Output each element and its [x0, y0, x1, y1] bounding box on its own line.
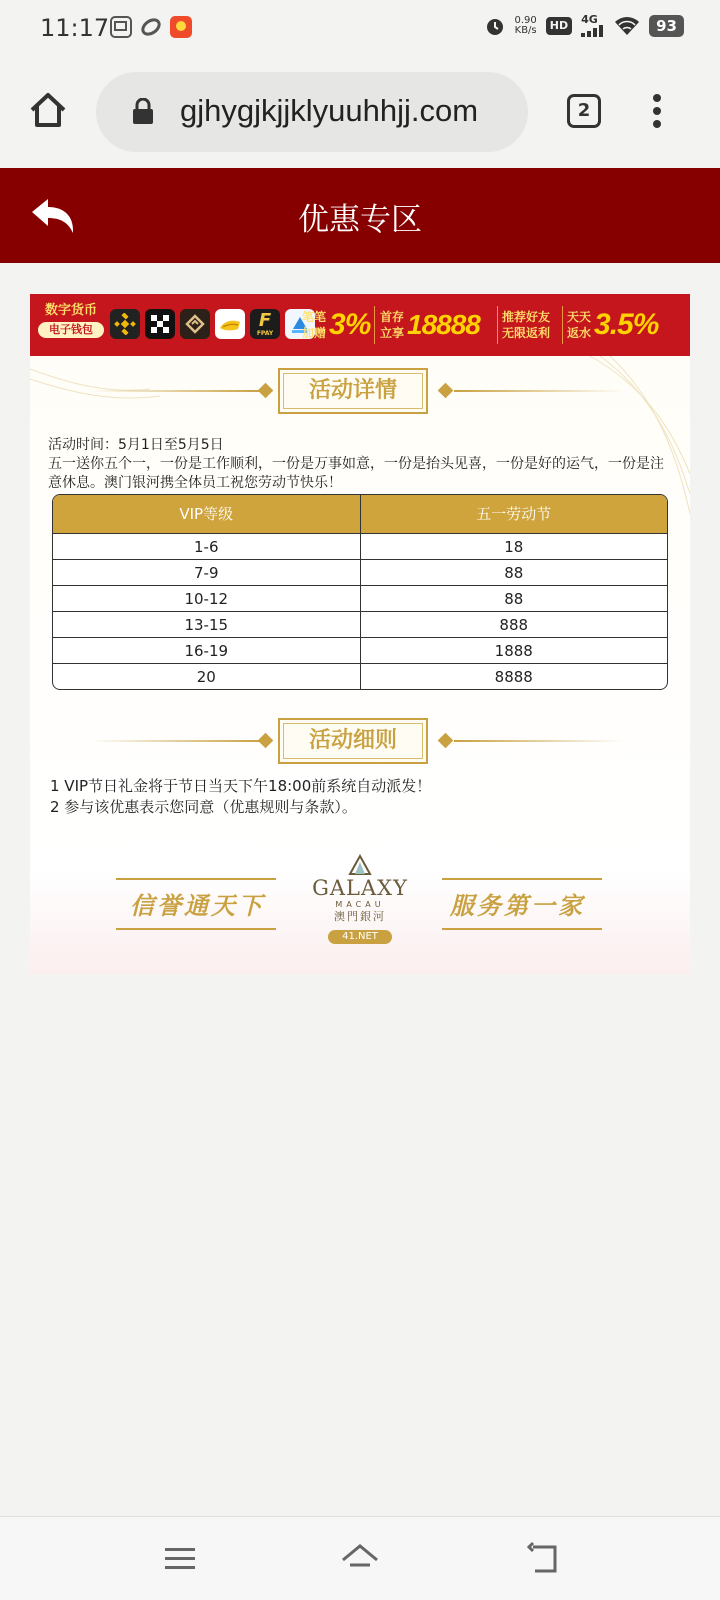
seg3-line1: 推荐好友: [502, 310, 551, 324]
home-nav-icon[interactable]: [340, 1541, 380, 1577]
wallet-icon: [180, 309, 210, 339]
banner-separator: [374, 306, 375, 344]
seg1-line1: 笔笔: [302, 310, 327, 324]
vip-level-cell: 13-15: [53, 612, 361, 637]
table-row: [53, 637, 667, 663]
seg1-value: 3%: [329, 308, 371, 341]
net-speed-value: 0.90: [514, 14, 537, 26]
okx-icon: [145, 309, 175, 339]
activity-intro: [48, 436, 676, 493]
binance-icon: [110, 309, 140, 339]
bonus-cell: 8888: [494, 668, 533, 686]
rules-title-text: 活动细则: [278, 718, 428, 764]
galaxy-crest-icon: [340, 854, 380, 878]
browser-app-icon: [140, 16, 162, 38]
slogan-left: 信誉通天下: [130, 891, 265, 920]
promo-banner[interactable]: [30, 294, 690, 356]
status-time: 11:17: [40, 14, 110, 42]
hd-badge: HD: [546, 17, 572, 35]
seg2-line2: 立享: [380, 326, 405, 340]
home-icon[interactable]: [28, 90, 68, 130]
shopping-app-icon: [170, 16, 192, 38]
network-type: 4G: [581, 13, 598, 26]
browser-toolbar: [0, 56, 720, 168]
system-nav-bar: [0, 1516, 720, 1600]
tether-icon: [215, 309, 245, 339]
net-speed: [515, 16, 537, 36]
notification-app-icon: [110, 16, 132, 38]
rule-item: 2 参与该优惠表示您同意（优惠规则与条款）。: [50, 798, 357, 816]
brand-cn: 澳門銀河: [334, 910, 386, 923]
menu-icon[interactable]: [160, 1541, 200, 1577]
fpay-label: FPAY: [256, 329, 274, 337]
status-bar: [0, 0, 720, 56]
url-text[interactable]: gjhygjkjjklyuuhhjj.com: [180, 93, 479, 128]
table-row: [53, 611, 667, 637]
vip-level-cell: 20: [53, 664, 361, 689]
bonus-cell: 88: [504, 564, 524, 582]
vip-level-cell: 10-12: [53, 586, 361, 611]
activity-time: 活动时间：5月1日至5月5日: [48, 437, 224, 453]
details-title-text: 活动详情: [278, 368, 428, 414]
rule-item: 1 VIP节日礼金将于节日当天下午18:00前系统自动派发！: [50, 777, 432, 795]
banner-separator: [562, 306, 563, 344]
galaxy-logo: [308, 854, 412, 944]
banner-first-deposit: [380, 302, 480, 348]
bonus-cell: 888: [499, 616, 529, 634]
app-header: [0, 168, 720, 263]
battery-icon: 93: [649, 15, 684, 37]
galaxy-footer-logo: [30, 854, 690, 950]
seg1-line2: 加赠: [302, 326, 327, 340]
banner-line1: 数字货币: [44, 303, 97, 318]
back-nav-icon[interactable]: [525, 1541, 565, 1577]
seg2-value: 18888: [407, 309, 480, 340]
bonus-cell: 88: [504, 590, 524, 608]
signal-icon: [581, 14, 605, 37]
vip-level-cell: 16-19: [53, 638, 361, 663]
promo-card: [30, 294, 690, 974]
banner-wallet-label: [38, 302, 104, 338]
rules-section-title: [30, 718, 690, 764]
seg2-line1: 首存: [380, 310, 405, 324]
banner-referral: [502, 302, 550, 348]
table-row: [53, 663, 667, 689]
brand-name: GALAXY: [312, 876, 408, 900]
vip-level-cell: 1-6: [53, 534, 361, 559]
seg3-line2: 无限返利: [502, 326, 551, 340]
lock-icon: [132, 98, 154, 124]
details-section-title: [30, 368, 690, 414]
url-bar[interactable]: [96, 72, 528, 152]
table-row: [53, 585, 667, 611]
table-row: [53, 533, 667, 559]
activity-description: 五一送你五个一，一份是工作顺利，一份是万事如意，一份是抬头见喜，一份是好的运气，一份是注意休息。澳门银河携全体员工祝您劳动节快乐！: [48, 456, 664, 491]
net-speed-unit: KB/s: [514, 24, 537, 36]
page-title: 优惠专区: [298, 202, 422, 238]
tabs-icon[interactable]: 2: [567, 94, 601, 128]
bonus-cell: 18: [504, 538, 524, 556]
vip-bonus-table: [52, 494, 668, 690]
more-vertical-icon[interactable]: [652, 94, 662, 130]
banner-line2: 电子钱包: [38, 322, 104, 338]
seg4-value: 3.5%: [594, 308, 659, 341]
table-header: [53, 495, 667, 533]
brand-sub: MACAU: [335, 900, 385, 909]
rules-list: [50, 776, 431, 818]
alarm-icon: [484, 15, 506, 37]
fpay-icon: F FPAY: [250, 309, 280, 339]
wifi-icon: [614, 16, 640, 36]
brand-domain-badge: 41.NET: [328, 930, 392, 944]
seg4-line1: 天天: [567, 310, 592, 324]
table-row: [53, 559, 667, 585]
seg4-line2: 返水: [567, 326, 592, 340]
column-header-bonus: 五一劳动节: [476, 505, 552, 523]
banner-wallet-icons: [110, 309, 315, 339]
banner-bonus-3pct: [302, 302, 370, 348]
column-header-vip-level: VIP等级: [53, 495, 361, 533]
slogan-right: 服务第一家: [450, 891, 585, 920]
bonus-cell: 1888: [494, 642, 533, 660]
vip-level-cell: 7-9: [53, 560, 361, 585]
banner-separator: [497, 306, 498, 344]
banner-rebate: [567, 302, 658, 348]
